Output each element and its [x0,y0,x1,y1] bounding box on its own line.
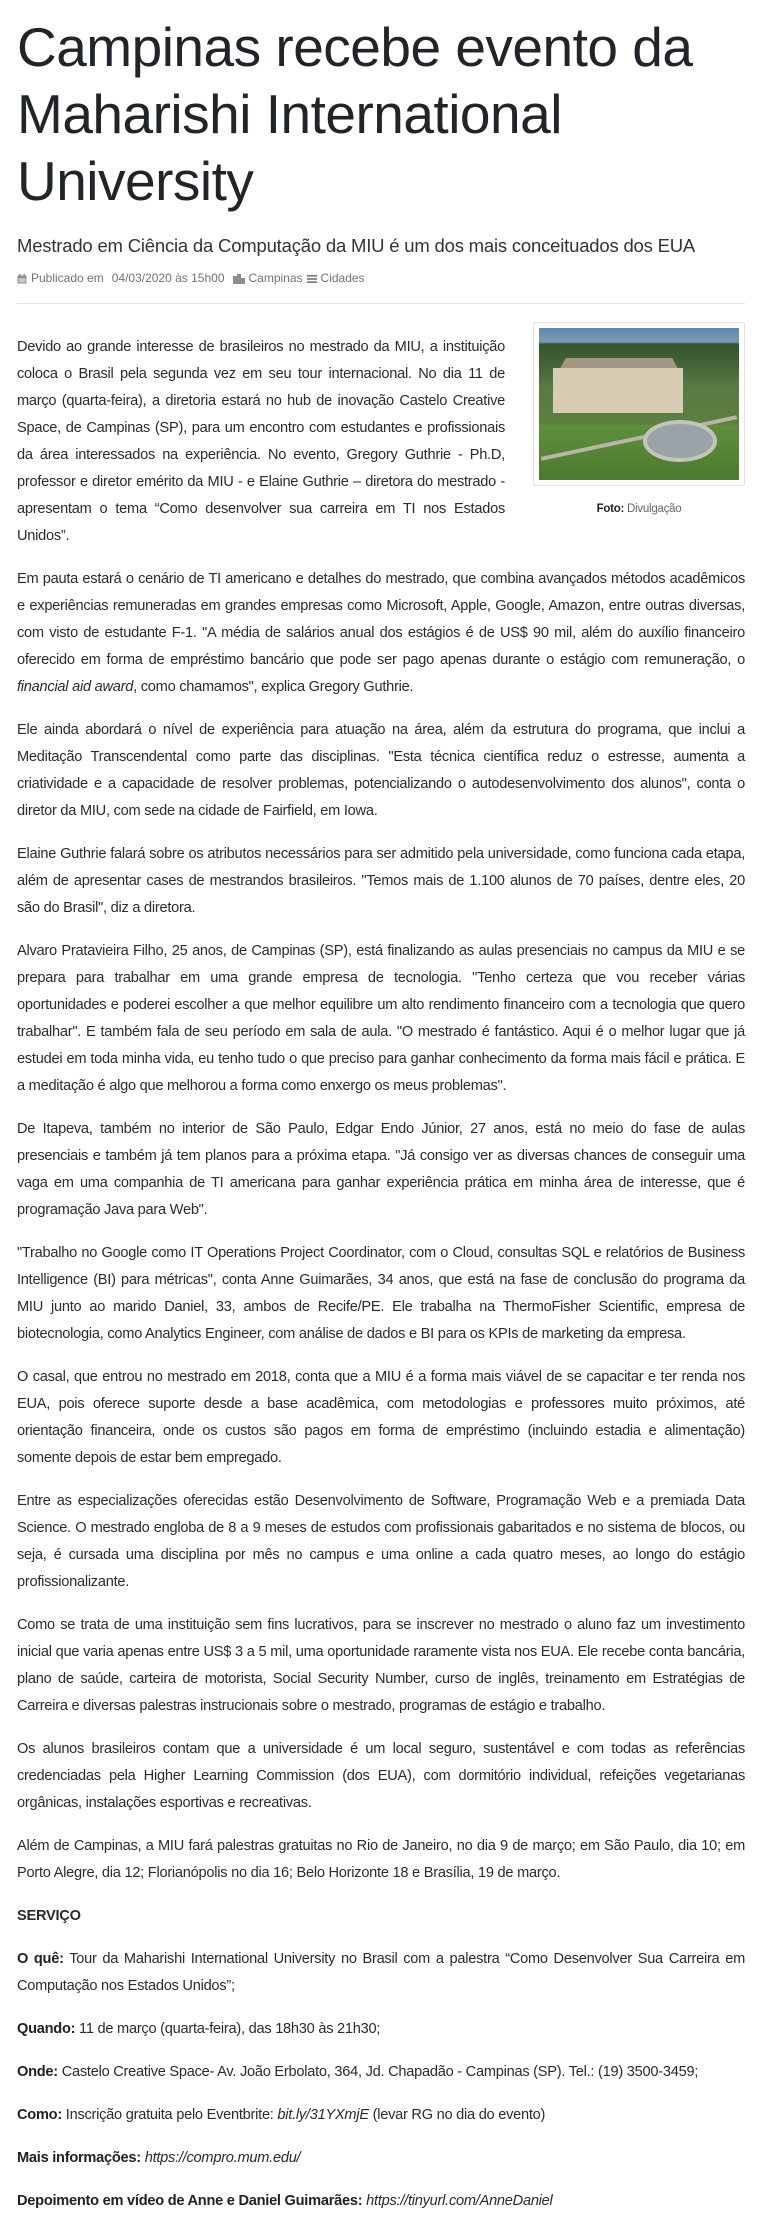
info-link[interactable]: https://compro.mum.edu/ [144,2150,301,2166]
photo-frame [533,322,745,486]
service-heading: SERVIÇO [17,1908,81,1924]
service-how [17,2102,745,2129]
service-value: Tour da Maharishi International University no Brasil com a palestra “Como Desenvolver Sua Carreira em Computação nos Estados Unidos”; [17,1951,745,1994]
paragraph [17,566,745,701]
service-value: Castelo Creative Space- Av. João Erbolato, 364, Jd. Chapadão - Campinas (SP). Tel.: (19) 3500-3459; [57,2064,699,2080]
service-label: Depoimento em vídeo de Anne e Daniel Guimarães: [17,2193,363,2209]
caption-label: Foto: [596,503,625,515]
paragraph: Entre as especializações oferecidas estão Desenvolvimento de Software, Programação Web e a premiada Data Science. O mestrado engloba de 8 a 9 meses de estudos com profissionais gabaritados e no sistema de blocos, ou seja, é cursada uma disciplina por mês no campus e uma online a cada quatro meses, ao longo do estágio profissionalizante. [17,1493,745,1590]
service-value: Inscrição gratuita pelo Eventbrite: [61,2107,278,2123]
list-icon [307,273,317,283]
paragraph-text: , como chamamos", explica Gregory Guthrie. [133,679,414,695]
paragraph: Devido ao grande interesse de brasileiros no mestrado da MIU, a instituição coloca o Brasil pela segunda vez em seu tour internacional. No dia 11 de março (quarta-feira), a diretoria estará no hub de inovação Castelo Creative Space, de Campinas (SP), para um encontro com estudantes e profissionais da área interessados na experiência. No evento, Gregory Guthrie - Ph.D, professor e diretor emérito da MIU - e Elaine Guthrie – diretora do mestrado - apresentam o tema “Como desenvolver sua carreira em TI nos Estados Unidos”. [17,339,505,544]
article-subtitle: Mestrado em Ciência da Computação da MIU é um dos mais conceituados dos EUA [17,235,696,256]
video-link[interactable]: https://tinyurl.com/AnneDaniel [366,2193,553,2209]
paragraph-text: Em pauta estará o cenário de TI americano e detalhes do mestrado, que combina avançados métodos acadêmicos e experiências remuneradas em grandes empresas como Microsoft, Apple, Google, Amazon, entre outras diversas, com visto de estudante F-1. "A média de salários anual dos estágios é de US$ 90 mil, além do auxílio financeiro oferecido em forma de empréstimo bancário que pode ser pago apenas durante o estágio com remuneração, o [17,571,745,668]
published-label: Publicado em [31,271,104,285]
paragraph: Ele ainda abordará o nível de experiência para atuação na área, além da estrutura do programa, que inclui a Meditação Transcendental como parte das disciplinas. "Esta técnica científica reduz o estresse, aumenta a criatividade e a capacidade de resolver problemas, potencializando o autodesenvolvimento dos alunos", conta o diretor da MIU, com sede na cidade de Fairfield, em Iowa. [17,722,745,819]
service-label: Mais informações: [17,2150,141,2166]
service-info [17,2145,745,2172]
published-date: 04/03/2020 às 15h00 [111,271,225,285]
service-where [17,2059,745,2086]
service-label: Quando: [17,2021,76,2037]
calendar-icon [17,273,27,283]
photo-caption [533,496,745,523]
service-value: 11 de março (quarta-feira), das 18h30 às 21h30; [75,2021,381,2037]
campus-photo[interactable] [539,328,739,480]
service-label: O quê: [17,1951,64,1967]
page-title: Campinas recebe evento da Maharishi International University [17,16,693,212]
italic-term: financial aid award [17,679,134,695]
eventbrite-link[interactable]: bit.ly/31YXmjE [277,2107,369,2123]
divider [17,303,745,304]
service-what [17,1946,745,2000]
paragraph: "Trabalho no Google como IT Operations Project Coordinator, com o Cloud, consultas SQL e relatórios de Business Intelligence (BI) para métricas", conta Anne Guimarães, 34 anos, que está na fase de conclusão do programa da MIU junto ao marido Daniel, 33, ambos de Recife/PE. Ele trabalha na ThermoFisher Scientific, empresa de biotecnologia, como Analytics Engineer, com análise de dados e BI para os KPIs de marketing da empresa. [17,1245,745,1342]
service-value: (levar RG no dia do evento) [368,2107,546,2123]
paragraph: Além de Campinas, a MIU fará palestras gratuitas no Rio de Janeiro, no dia 9 de março; em São Paulo, dia 10; em Porto Alegre, dia 12; Florianópolis no dia 16; Belo Horizonte 18 e Brasília, 19 de março. [17,1838,745,1881]
city-link[interactable]: Campinas [248,271,303,285]
article-figure [533,322,745,523]
caption-text: Divulgação [627,503,682,515]
category-link[interactable]: Cidades [320,271,365,285]
service-label: Onde: [17,2064,58,2080]
paragraph: Alvaro Pratavieira Filho, 25 anos, de Campinas (SP), está finalizando as aulas presenciais no campus da MIU e se prepara para trabalhar em uma grande empresa de tecnologia. "Tenho certeza que vou receber várias oportunidades e poderei escolher a que melhor equilibre um alto rendimento financeiro com a tecnologia que quero trabalhar". E também fala de seu período em sala de aula. "O mestrado é fantástico. Aqui é o melhor lugar que já estudei em toda minha vida, eu tenho tudo o que preciso para ganhar conhecimento da forma mais fácil e prática. E a meditação é algo que melhorou a forma como enxergo os meus problemas". [17,943,745,1094]
building-icon [233,273,245,283]
paragraph: Como se trata de uma instituição sem fins lucrativos, para se inscrever no mestrado o aluno faz um investimento inicial que varia apenas entre US$ 3 a 5 mil, uma oportunidade raramente vista nos EUA. Ele recebe conta bancária, plano de saúde, carteira de motorista, Social Security Number, curso de inglês, treinamento em Estratégias de Carreira e diversas palestras instrucionais sobre o mestrado, programas de estágio e trabalho. [17,1617,745,1714]
article-meta [17,271,745,285]
service-video [17,2188,745,2215]
service-when [17,2016,745,2043]
paragraph: O casal, que entrou no mestrado em 2018, conta que a MIU é a forma mais viável de se capacitar e ter renda nos EUA, pois oferece suporte desde a base acadêmica, com metodologias e professores muito próximos, até orientação financeira, onde os custos são pagos em forma de empréstimo (incluindo estadia e alimentação) somente depois de estar bem empregado. [17,1369,745,1466]
article-body [17,334,745,2215]
paragraph: Os alunos brasileiros contam que a universidade é um local seguro, sustentável e com todas as referências credenciadas pela Higher Learning Commission (dos EUA), com dormitório individual, refeições vegetarianas orgânicas, instalações esportivas e recreativas. [17,1741,745,1811]
service-label: Como: [17,2107,62,2123]
paragraph: Elaine Guthrie falará sobre os atributos necessários para ser admitido pela universidade, como funciona cada etapa, além de apresentar cases de mestrandos brasileiros. "Temos mais de 1.100 alunos de 70 países, dentre eles, 20 são do Brasil", diz a diretora. [17,846,745,916]
paragraph: De Itapeva, também no interior de São Paulo, Edgar Endo Júnior, 27 anos, está no meio do fase de aulas presenciais e também já tem planos para a próxima etapa. "Já consigo ver as diversas chances de conseguir uma vaga em uma companhia de TI americana para ganhar experiência prática em minha área de interesse, que é programação Java para Web". [17,1121,745,1218]
